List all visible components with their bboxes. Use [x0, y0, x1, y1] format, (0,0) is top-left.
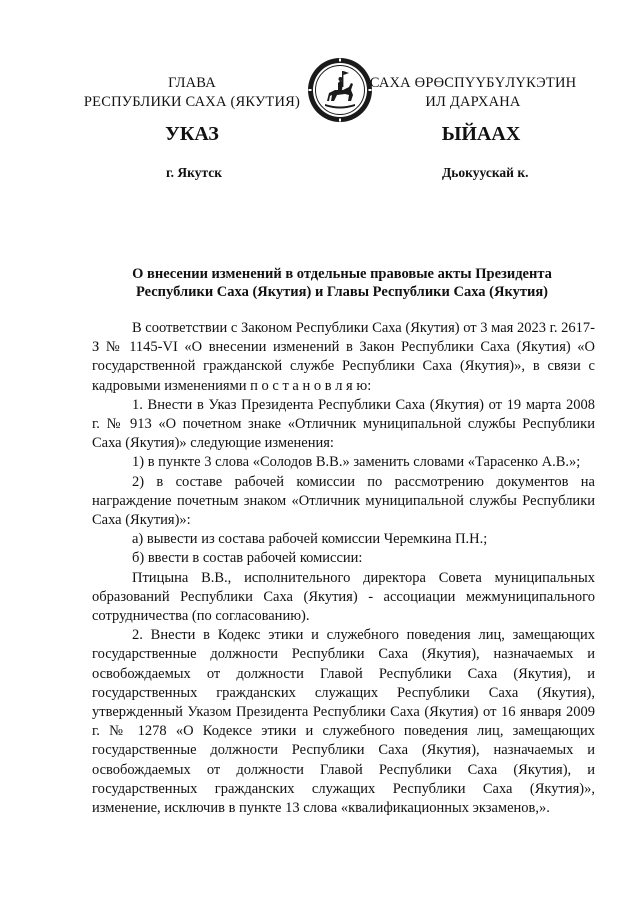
place-sakha: Дьокуускай к. — [442, 165, 529, 180]
paragraph-subitem-b: б) ввести в состав рабочей комиссии: — [132, 550, 363, 567]
paragraph-new-member: Птицына В.В., исполнительного директора Совета муниципальных образований Республики Саха (Якутия) - ассоциации межмуниципального сотрудничества (по согласованию). — [92, 569, 595, 625]
doc-type-ru: УКАЗ — [165, 123, 219, 145]
paragraph-item-2: 2. Внести в Кодекс этики и служебного поведения лиц, замещающих государственные должности Республики Саха (Якутия), назначаемых и освобождаемых от должности Главой Республики Саха (Якутия), и государственных гражданских служащих Республики Саха (Якутия), утвержденный Указом Президента Республики Саха (Якутия) от 16 января 2009 г. № 1278 «О Кодексе этики и служебного поведения лиц, замещающих государственные должности Республики Саха (Якутия), назначаемых и освобождаемых от должности Главой Республики Саха (Якутия), и государственных гражданских служащих Республики Саха (Якутия)», изменение, исключив в пункте 13 слова «квалификационных экзаменов,». — [92, 627, 595, 817]
document-body — [92, 319, 595, 818]
header-right-block — [353, 74, 593, 112]
header-left-line1: ГЛАВА — [168, 75, 216, 91]
header-right-line1: САХА ӨРӨСПҮҮБҮЛҮКЭТИН — [369, 75, 577, 91]
place-ru: г. Якутск — [166, 165, 223, 180]
title-line1: О внесении изменений в отдельные правовые акты Президента — [132, 266, 552, 282]
title-line2: Республики Саха (Якутия) и Главы Республики Саха (Якутия) — [135, 284, 549, 300]
paragraph-subitem-a: а) вывести из состава рабочей комиссии Черемкина П.Н.; — [132, 531, 488, 548]
paragraph-subitem-2: 2) в составе рабочей комиссии по рассмотрению документов на награждение почетным знаком «Отличник муниципальной службы Республики Саха (Якутия)»: — [92, 473, 595, 529]
paragraph-preamble: В соответствии с Законом Республики Саха (Якутия) от 3 мая 2023 г. 2617-З № 1145-VI «О внесении изменений в Закон Республики Саха (Якутия) «О государственной гражданской службе Республики Саха (Якутия)», в связи с кадровыми изменениями п о с т а н о в л я ю: — [92, 320, 595, 394]
header-left-block — [72, 74, 312, 112]
paragraph-subitem-1: 1) в пункте 3 слова «Солодов В.В.» заменить словами «Тарасенко А.В.»; — [132, 454, 581, 471]
header-left-line2: РЕСПУБЛИКИ САХА (ЯКУТИЯ) — [83, 94, 301, 110]
doc-type-sakha: ЫЙААХ — [441, 123, 521, 145]
document-title — [92, 265, 592, 301]
header-right-line2: ИЛ ДАРХАНА — [425, 94, 521, 110]
paragraph-item-1: 1. Внести в Указ Президента Республики Саха (Якутия) от 19 марта 2008 г. № 913 «О почетном знаке «Отличник муниципальной службы Республики Саха (Якутия)» следующие изменения: — [92, 396, 595, 452]
